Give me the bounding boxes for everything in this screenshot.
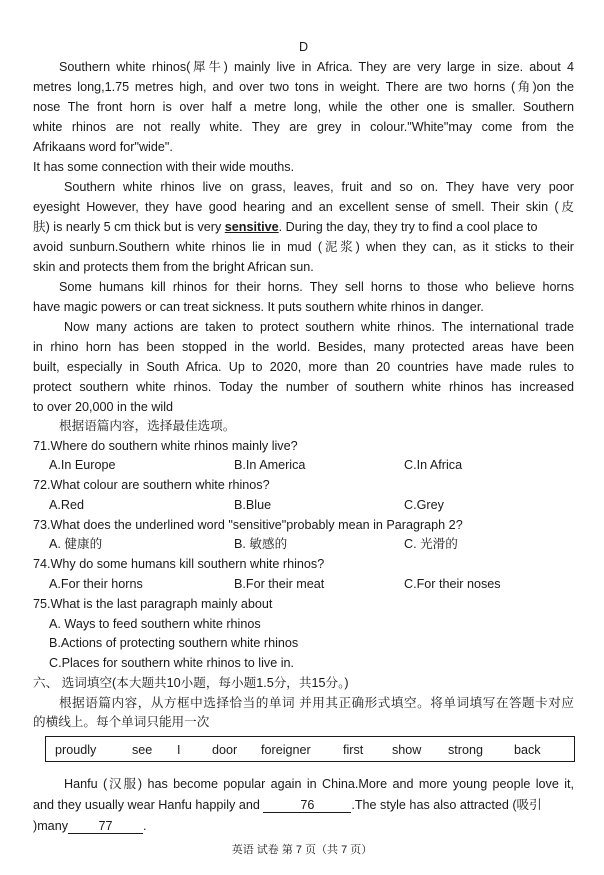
passage-line: built, especially in South Africa. Up to 2020, more than 20 countries have made rules to bbox=[33, 360, 574, 374]
passage-line: have magic powers or can treat sickness. It puts southern white rhinos in danger. bbox=[33, 300, 484, 314]
option-b: B.Blue bbox=[234, 498, 272, 512]
question-instruction: 根据语篇内容，选择最佳选项。 bbox=[59, 419, 236, 433]
passage-line: It has some connection with their wide mouths. bbox=[33, 160, 295, 174]
word-bank-item: proudly bbox=[55, 743, 97, 757]
question-stem: 72.What colour are southern white rhinos? bbox=[33, 478, 270, 492]
question-stem: 75.What is the last paragraph mainly about bbox=[33, 597, 273, 611]
option-b: B. 敏感的 bbox=[234, 537, 288, 551]
option-a: A. Ways to feed southern white rhinos bbox=[49, 617, 261, 631]
option-a: A. 健康的 bbox=[49, 537, 103, 551]
passage-line: Southern white rhinos(犀牛) mainly live in Africa. They are very large in size. about 4 bbox=[59, 60, 574, 74]
option-b: B.In America bbox=[234, 458, 306, 472]
page-footer: 英语 试卷 第 7 页（共 7 页） bbox=[231, 844, 373, 856]
passage-line: avoid sunburn.Southern white rhinos lie in mud (泥浆) when they can, as it sticks to their bbox=[33, 240, 574, 254]
passage-line: 肤) is nearly 5 cm thick but is very sensitive. During the day, they try to find a cool place to bbox=[33, 220, 538, 234]
underlined-word: sensitive bbox=[224, 220, 279, 234]
passage-line: Southern white rhinos live on grass, leaves, fruit and so on. They have very poor bbox=[64, 180, 574, 194]
passage-line: skin and protects them from the bright African sun. bbox=[33, 260, 314, 274]
word-bank-item: I bbox=[177, 743, 181, 757]
passage-line: metres long,1.75 metres high, and over two tons in weight. There are two horns (角)on the bbox=[33, 80, 574, 94]
word-bank-item: back bbox=[514, 743, 541, 757]
passage-line: in rhino horn has been stopped in the world. Besides, many protected areas have been bbox=[33, 340, 574, 354]
word-bank bbox=[45, 736, 575, 762]
passage-line: to over 20,000 in the wild bbox=[33, 400, 174, 414]
section-instruction: 根据语篇内容，从方框中选择恰当的单词 并用其正确形式填空。将单词填写在答题卡对应 bbox=[59, 696, 574, 710]
passage-line: Now many actions are taken to protect southern white rhinos. The international trade bbox=[64, 320, 574, 334]
option-a: A.For their horns bbox=[49, 577, 143, 591]
passage-line: eyesight However, they have good hearing and an excellent sense of smell. Their skin (皮 bbox=[33, 200, 574, 214]
option-a: A.Red bbox=[49, 498, 85, 512]
word-bank-item: strong bbox=[448, 743, 484, 757]
section-letter: D bbox=[298, 40, 309, 54]
section-heading: 六、 选词填空(本大题共10小题，每小题1.5分，共15分。) bbox=[33, 676, 349, 690]
option-c: C.Grey bbox=[404, 498, 444, 512]
word-bank-item: show bbox=[392, 743, 422, 757]
passage-line: )many 77 . bbox=[33, 819, 147, 833]
passage-line: Hanfu (汉服) has become popular again in China.More and more young people love it, bbox=[64, 777, 574, 791]
option-b: B.For their meat bbox=[234, 577, 325, 591]
passage-line: white rhinos are not really white. They are grey in colour."White"may come from the bbox=[33, 120, 574, 134]
option-c: C. 光滑的 bbox=[404, 537, 458, 551]
word-bank-item: foreigner bbox=[261, 743, 311, 757]
section-instruction: 的横线上。每个单词只能用一次 bbox=[33, 715, 210, 729]
option-c: C.In Africa bbox=[404, 458, 463, 472]
passage-line: nose The front horn is over half a metre long, while the other one is smaller. Southern bbox=[33, 100, 574, 114]
word-bank-item: first bbox=[343, 743, 364, 757]
passage-line: Some humans kill rhinos for their horns. They sell horns to those who believe horns bbox=[59, 280, 574, 294]
option-c: C.Places for southern white rhinos to live in. bbox=[49, 656, 294, 670]
option-b: B.Actions of protecting southern white rhinos bbox=[49, 636, 299, 650]
answer-blank-76[interactable]: 76 bbox=[263, 798, 351, 813]
passage-line: Afrikaans word for"wide". bbox=[33, 140, 173, 154]
passage-line: and they usually wear Hanfu happily and 76 .The style has also attracted (吸引 bbox=[33, 798, 542, 812]
word-bank-item: door bbox=[212, 743, 238, 757]
passage-line: protect southern white rhinos. Today the number of southern white rhinos has increased bbox=[33, 380, 574, 394]
option-c: C.For their noses bbox=[404, 577, 501, 591]
question-stem: 73.What does the underlined word "sensitive"probably mean in Paragraph 2? bbox=[33, 518, 463, 532]
option-a: A.In Europe bbox=[49, 458, 116, 472]
question-stem: 74.Why do some humans kill southern white rhinos? bbox=[33, 557, 325, 571]
answer-blank-77[interactable]: 77 bbox=[68, 819, 143, 834]
question-stem: 71.Where do southern white rhinos mainly live? bbox=[33, 439, 298, 453]
word-bank-item: see bbox=[132, 743, 153, 757]
